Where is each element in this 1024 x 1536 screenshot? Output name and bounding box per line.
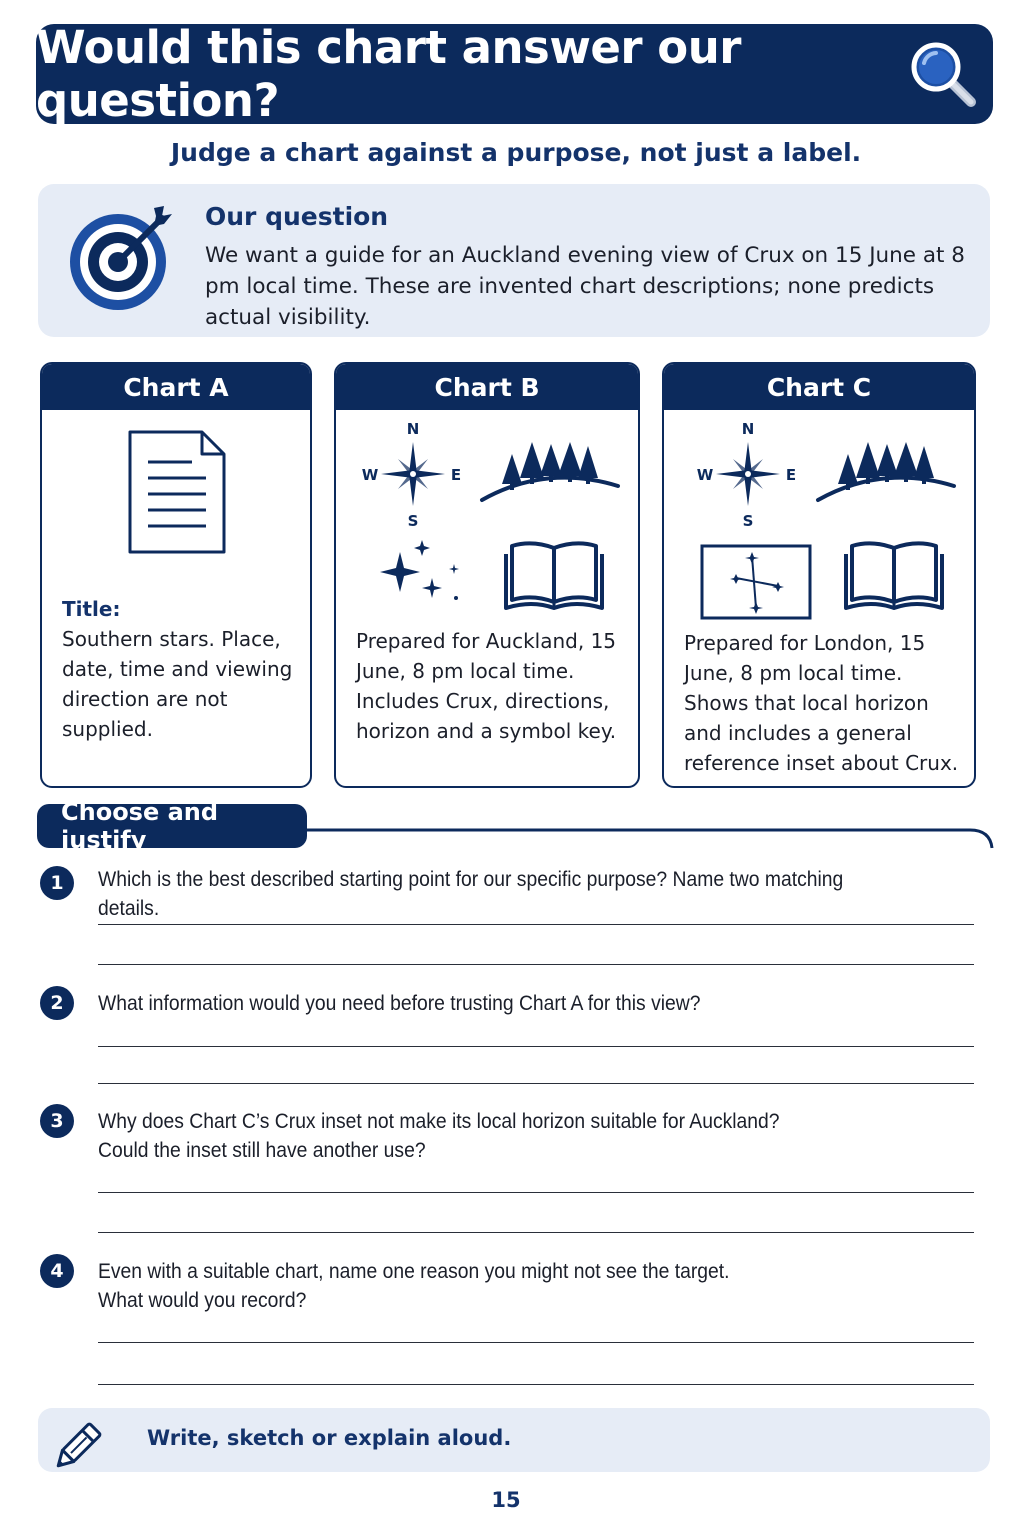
- footer-instruction: Write, sketch or explain aloud.: [147, 1426, 512, 1450]
- chart-c-heading: Chart C: [664, 364, 974, 410]
- target-icon: [66, 202, 178, 314]
- chart-a-description-block: [62, 594, 300, 744]
- question-4-text: [98, 1257, 908, 1315]
- question-3-line2: Could the inset still have another use?: [98, 1139, 426, 1162]
- subtitle: Judge a chart against a purpose, not just a label.: [170, 138, 862, 167]
- question-heading: Our question: [205, 202, 389, 231]
- footer-panel: [38, 1408, 990, 1472]
- page-number: 15: [491, 1488, 521, 1512]
- document-icon: [42, 412, 312, 572]
- book-icon: [846, 543, 942, 608]
- title-banner: [36, 21, 993, 127]
- chart-c-illustration: [664, 412, 976, 626]
- answer-line[interactable]: [98, 924, 974, 925]
- answer-line[interactable]: [98, 1342, 974, 1343]
- answer-line[interactable]: [98, 1083, 974, 1084]
- crux-inset-icon: [702, 546, 810, 618]
- question-3-text: [98, 1107, 908, 1165]
- question-2-number: 2: [40, 986, 74, 1020]
- stars-icon: [380, 540, 459, 600]
- question-3-line1: Why does Chart C’s Crux inset not make its local horizon suitable for Auckland?: [98, 1110, 780, 1133]
- question-4-line1: Even with a suitable chart, name one reason you might not see the target.: [98, 1260, 730, 1283]
- magnifying-glass-icon: [907, 38, 979, 110]
- answer-line[interactable]: [98, 1192, 974, 1193]
- question-1-number: 1: [40, 866, 74, 900]
- section-header: Choose and justify: [37, 804, 307, 848]
- chart-b-card: [334, 362, 640, 788]
- question-1-line1: Which is the best described starting point for our specific purpose? Name two matching details.: [98, 868, 844, 920]
- answer-line[interactable]: [98, 1232, 974, 1233]
- question-1-text: [98, 865, 908, 923]
- question-4-number: 4: [40, 1254, 74, 1288]
- compass-east-label: E: [785, 466, 797, 484]
- chart-b-illustration: [336, 412, 640, 622]
- pencil-icon: [54, 1412, 112, 1470]
- question-4-line2: What would you record?: [98, 1289, 307, 1312]
- answer-line[interactable]: [98, 964, 974, 965]
- page-title: Would this chart answer our question?: [36, 21, 741, 127]
- chart-a-card: [40, 362, 312, 788]
- horizon-trees-icon: [818, 442, 954, 500]
- compass-east-label: E: [450, 466, 462, 484]
- compass-north-label: N: [406, 420, 420, 438]
- question-body: We want a guide for an Auckland evening view of Crux on 15 June at 8 pm local time. These are invented chart descriptions; none predicts actual visibility.: [205, 243, 965, 330]
- question-3-number: 3: [40, 1104, 74, 1138]
- chart-a-title-label: Title:: [62, 597, 121, 621]
- chart-b-heading: Chart B: [336, 364, 638, 410]
- question-panel: [38, 184, 990, 337]
- section-divider: [300, 826, 994, 850]
- chart-a-description: Southern stars. Place, date, time and viewing direction are not supplied.: [62, 627, 293, 741]
- question-2-text: [98, 989, 908, 1018]
- chart-c-card: [662, 362, 976, 788]
- chart-a-heading: Chart A: [42, 364, 310, 410]
- chart-c-description: Prepared for London, 15 June, 8 pm local time. Shows that local horizon and includes a general reference inset about Crux.: [684, 631, 959, 775]
- question-2-line1: What information would you need before trusting Chart A for this view?: [98, 992, 701, 1015]
- chart-b-description: Prepared for Auckland, 15 June, 8 pm local time. Includes Crux, directions, horizon and a symbol key.: [356, 629, 617, 743]
- compass-north-label: N: [741, 420, 755, 438]
- compass-icon: [697, 420, 796, 530]
- book-icon: [506, 543, 602, 608]
- horizon-trees-icon: [482, 442, 618, 500]
- compass-icon: [362, 420, 461, 530]
- compass-west-label: W: [696, 466, 714, 484]
- compass-south-label: S: [742, 512, 754, 530]
- answer-line[interactable]: [98, 1046, 974, 1047]
- compass-west-label: W: [361, 466, 379, 484]
- answer-line[interactable]: [98, 1384, 974, 1385]
- compass-south-label: S: [407, 512, 419, 530]
